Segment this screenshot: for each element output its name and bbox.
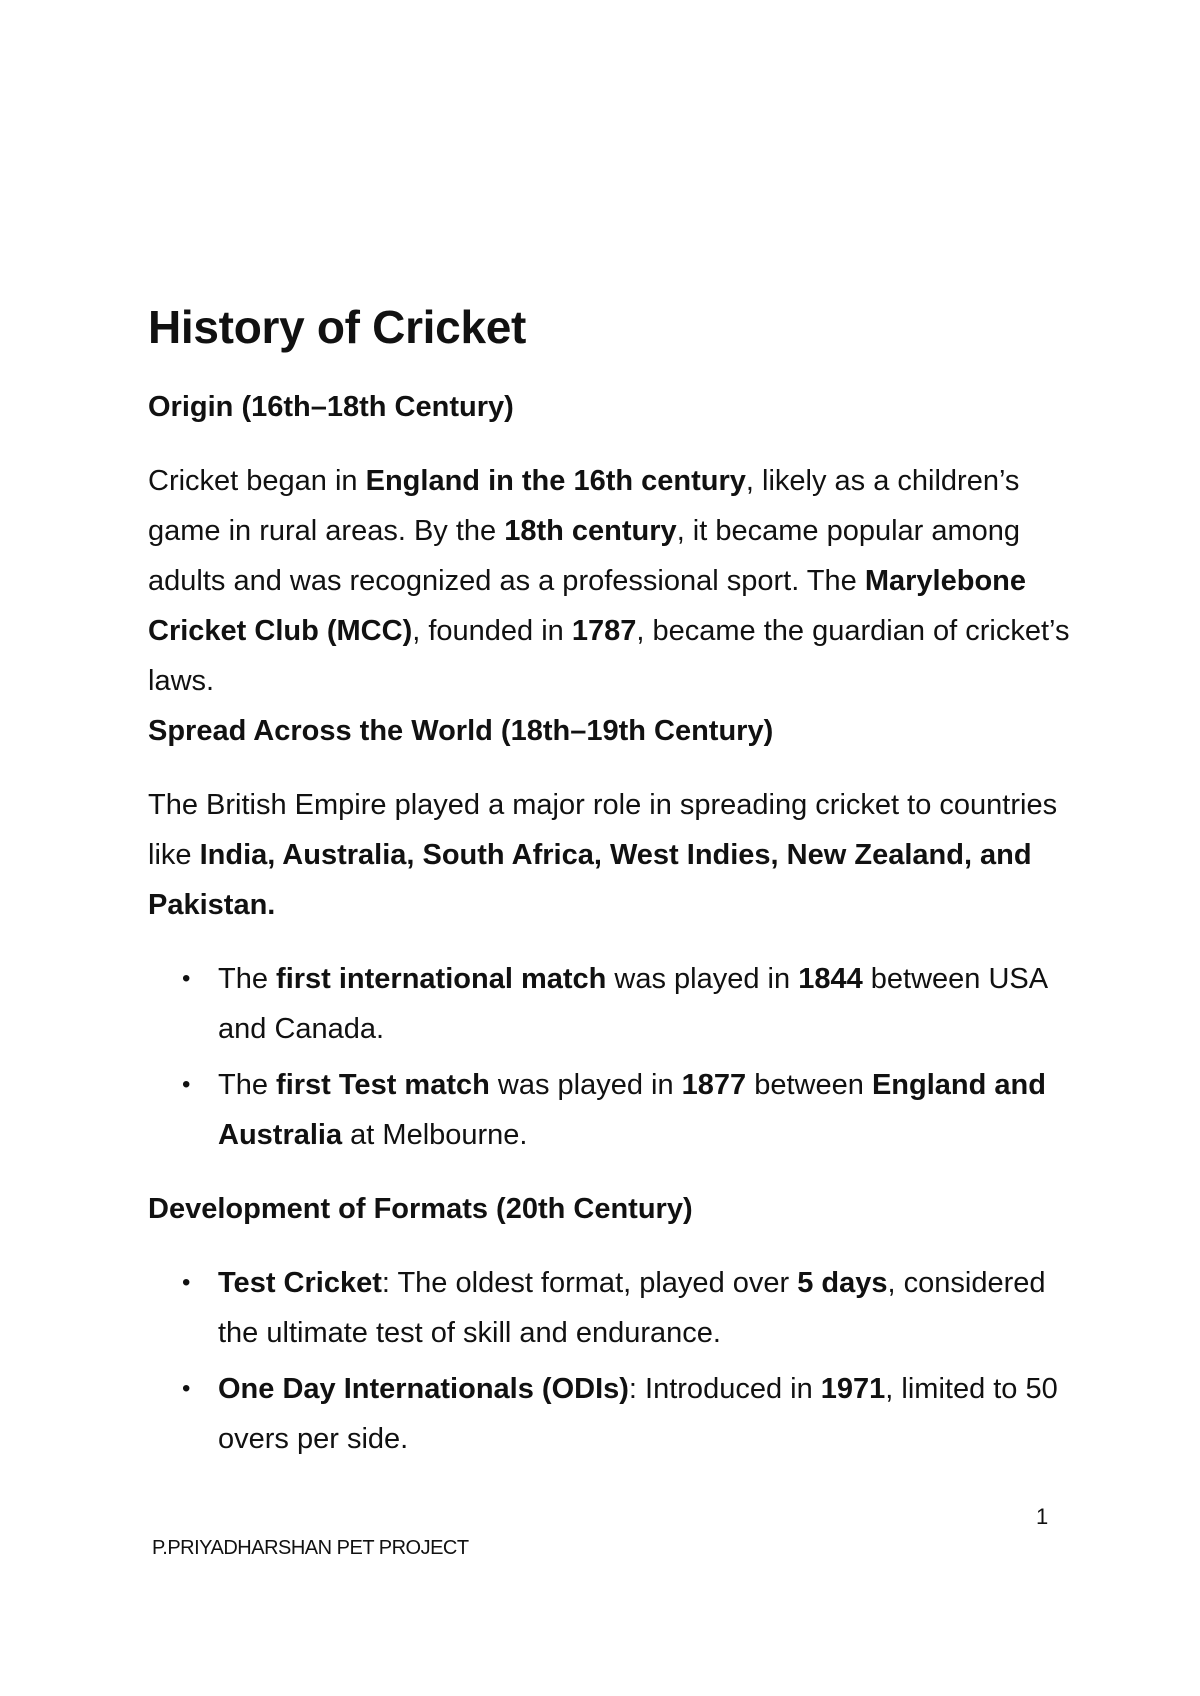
document-title: History of Cricket bbox=[148, 301, 527, 353]
bold-run: 1971 bbox=[820, 1373, 886, 1405]
bold-run: first Test match bbox=[276, 1069, 490, 1101]
bullet-dot-icon: • bbox=[182, 1269, 191, 1296]
list-item bbox=[148, 1258, 1078, 1358]
text-run: : Introduced in bbox=[628, 1373, 821, 1405]
bold-run: 1844 bbox=[798, 963, 863, 995]
text-run: , likely as a children’s game in rural areas. By the bbox=[148, 465, 1020, 547]
bold-run: first international match bbox=[276, 963, 607, 995]
list-item bbox=[148, 954, 1078, 1054]
text-run: , founded in bbox=[412, 615, 572, 647]
document-body bbox=[148, 296, 1078, 1488]
text-run: between USA and Canada. bbox=[218, 963, 1047, 1045]
bold-run: England and Australia bbox=[218, 1069, 1046, 1151]
section-heading-spread: Spread Across the World (18th–19th Century) bbox=[148, 715, 774, 747]
text-run: was played in bbox=[606, 963, 799, 995]
text-run: The bbox=[218, 1069, 277, 1101]
text-run: was played in bbox=[489, 1069, 682, 1101]
text-run: , it became popular among adults and was recognized as a professional sport. The bbox=[148, 515, 1021, 597]
text-run: between bbox=[746, 1069, 872, 1101]
bold-run: 5 days bbox=[797, 1267, 888, 1299]
text-run: The British Empire played a major role in spreading cricket to countries like bbox=[148, 789, 1058, 871]
section-heading-origin: Origin (16th–18th Century) bbox=[148, 391, 514, 423]
text-run: The bbox=[218, 963, 277, 995]
paragraph-origin bbox=[148, 456, 1078, 706]
bold-run: Test Cricket bbox=[218, 1267, 382, 1299]
bold-run: Marylebone Cricket Club (MCC) bbox=[148, 565, 1027, 647]
bullet-list-spread bbox=[148, 954, 1078, 1160]
bullet-dot-icon: • bbox=[182, 1375, 191, 1402]
text-run: : The oldest format, played over bbox=[381, 1267, 798, 1299]
list-item bbox=[148, 1060, 1078, 1160]
text-run: at Melbourne. bbox=[342, 1119, 528, 1151]
list-item bbox=[148, 1364, 1078, 1464]
bold-run: India, Australia, South Africa, West Indies, New Zealand, and Pakistan. bbox=[148, 839, 1032, 921]
bold-run: England in the 16th century bbox=[365, 465, 746, 497]
paragraph-spread bbox=[148, 780, 1078, 930]
text-run: Cricket began in bbox=[148, 465, 366, 497]
section-heading-formats: Development of Formats (20th Century) bbox=[148, 1193, 693, 1225]
footer-text: P.PRIYADHARSHAN PET PROJECT bbox=[152, 1537, 469, 1559]
bold-run: One Day Internationals (ODIs) bbox=[218, 1373, 629, 1405]
bullet-dot-icon: • bbox=[182, 1071, 191, 1098]
bullet-dot-icon: • bbox=[182, 965, 191, 992]
bold-run: 1877 bbox=[681, 1069, 747, 1101]
bold-run: 1787 bbox=[571, 615, 637, 647]
text-run: , considered the ultimate test of skill and endurance. bbox=[218, 1267, 1046, 1349]
text-run: , limited to 50 overs per side. bbox=[218, 1373, 1058, 1455]
text-run: , became the guardian of cricket’s laws. bbox=[148, 615, 1070, 697]
page-number: 1 bbox=[1036, 1504, 1049, 1529]
bold-run: 18th century bbox=[504, 515, 677, 547]
bullet-list-formats bbox=[148, 1258, 1078, 1464]
